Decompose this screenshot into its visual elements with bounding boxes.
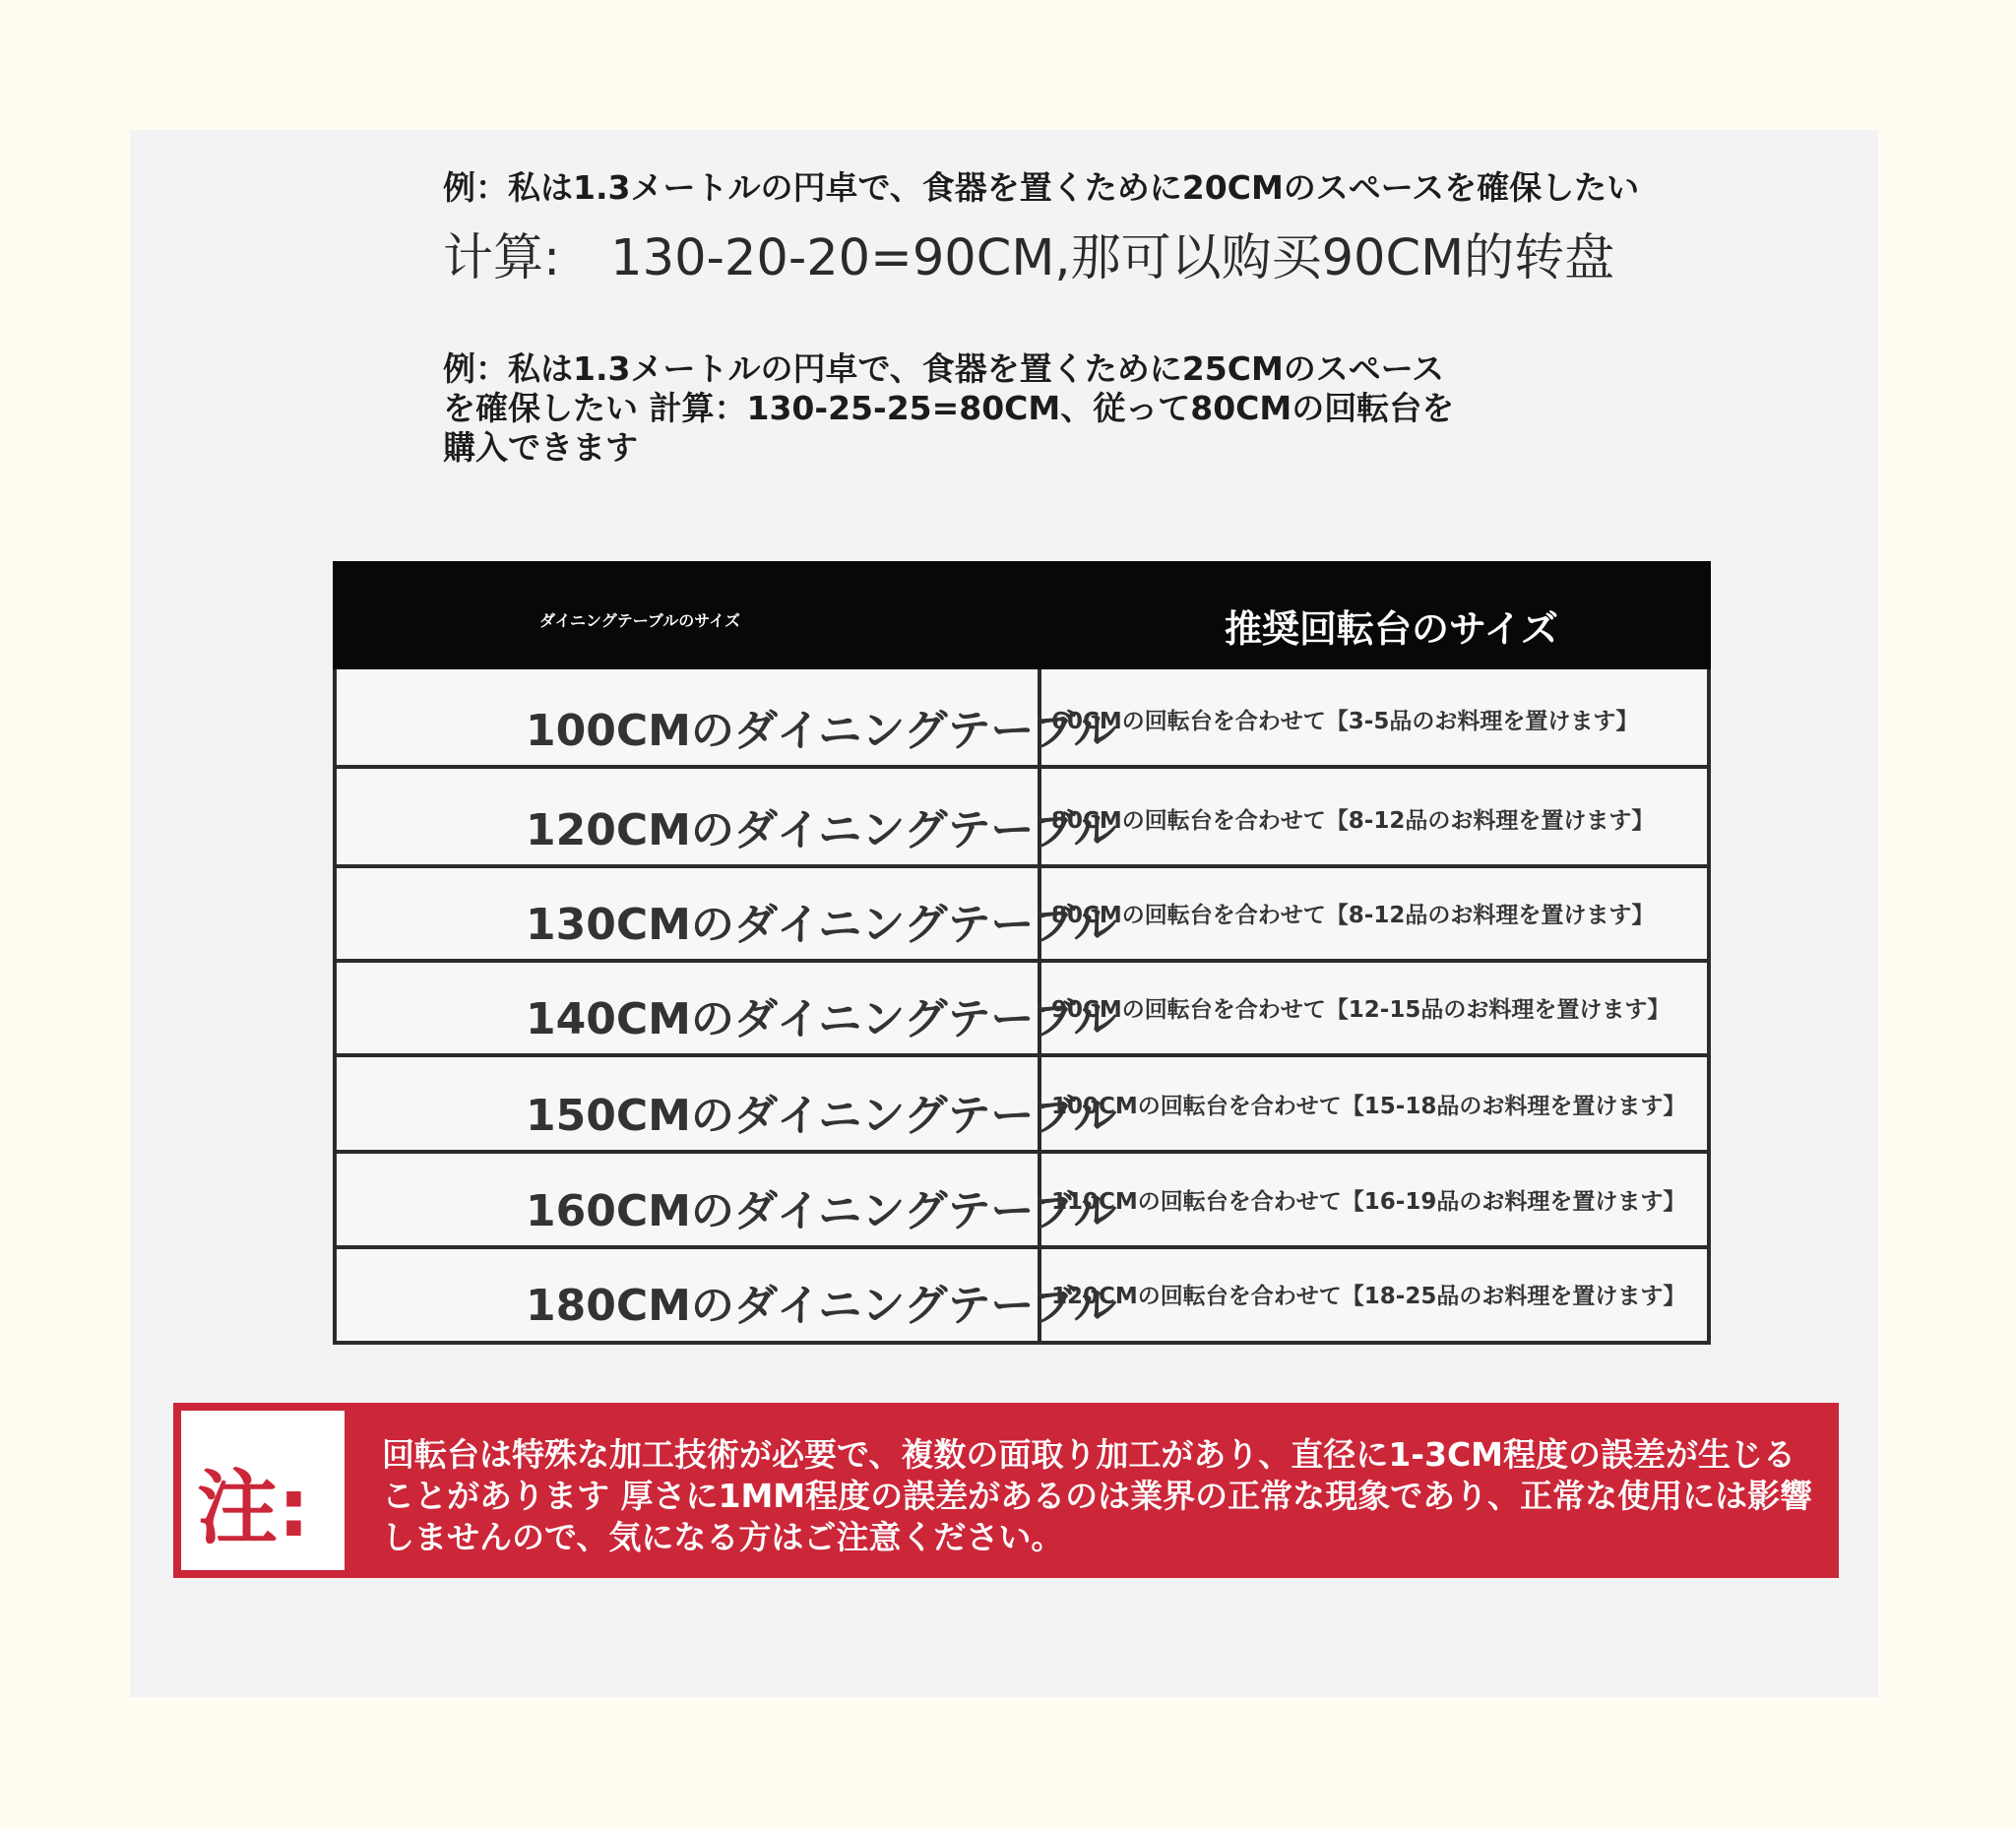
header-recommended-turntable-size: 推奨回転台のサイズ — [1225, 607, 1558, 651]
notice-text: 回転台は特殊な加工技術が必要で、複数の面取り加工があり、直径に1-3CM程度の誤差が生じることがあります 厚さに1MM程度の誤差があるのは業界の正常な現象であり、正常な使用には影響しませんので、気になる方はご注意ください。 — [382, 1435, 1813, 1556]
notice-banner — [173, 1403, 1839, 1578]
table-row — [337, 1244, 1707, 1340]
table-size-cell: 140CMのダイニングテーブル — [526, 994, 1117, 1044]
recommendation-cell: 100CMの回転台を合わせて【15-18品のお料理を置けます】 — [1051, 1094, 1686, 1119]
recommendation-cell: 60CMの回転台を合わせて【3-5品のお料理を置けます】 — [1051, 709, 1639, 734]
recommendation-cell: 80CMの回転台を合わせて【8-12品のお料理を置けます】 — [1051, 808, 1655, 834]
table-header — [333, 561, 1711, 669]
example-1-text: 例：私は1.3メートルの円卓で、食器を置くために20CMのスペースを確保したい — [443, 168, 1640, 207]
table-row — [337, 863, 1707, 963]
example-1-calculation: 计算: 130-20-20=90CM,那可以购买90CM的转盘 — [443, 229, 1615, 287]
notice-label-box — [181, 1411, 345, 1570]
table-size-cell: 180CMのダイニングテーブル — [526, 1281, 1117, 1331]
table-row — [337, 1054, 1707, 1154]
table-row — [337, 958, 1707, 1057]
recommendation-cell: 120CMの回転台を合わせて【18-25品のお料理を置けます】 — [1051, 1284, 1686, 1309]
table-size-cell: 130CMのダイニングテーブル — [526, 900, 1117, 950]
size-table — [333, 561, 1711, 1345]
recommendation-cell: 110CMの回転台を合わせて【16-19品のお料理を置けます】 — [1051, 1189, 1686, 1215]
table-size-cell: 100CMのダイニングテーブル — [526, 706, 1117, 756]
table-row — [337, 669, 1707, 769]
header-dining-table-size: ダイニングテーブルのサイズ — [539, 611, 741, 630]
recommendation-cell: 80CMの回転台を合わせて【8-12品のお料理を置けます】 — [1051, 903, 1655, 928]
notice-label: 注: — [197, 1462, 310, 1555]
recommendation-cell: 90CMの回転台を合わせて【12-15品のお料理を置けます】 — [1051, 997, 1670, 1023]
table-size-cell: 160CMのダイニングテーブル — [526, 1186, 1117, 1236]
table-row — [337, 1150, 1707, 1249]
table-size-cell: 120CMのダイニングテーブル — [526, 805, 1117, 855]
example-2-text: 例：私は1.3メートルの円卓で、食器を置くために25CMのスペースを確保したい 計算：130-25-25=80CM、従って80CMの回転台を購入できます — [443, 349, 1455, 467]
table-row — [337, 769, 1707, 868]
table-size-cell: 150CMのダイニングテーブル — [526, 1091, 1117, 1141]
